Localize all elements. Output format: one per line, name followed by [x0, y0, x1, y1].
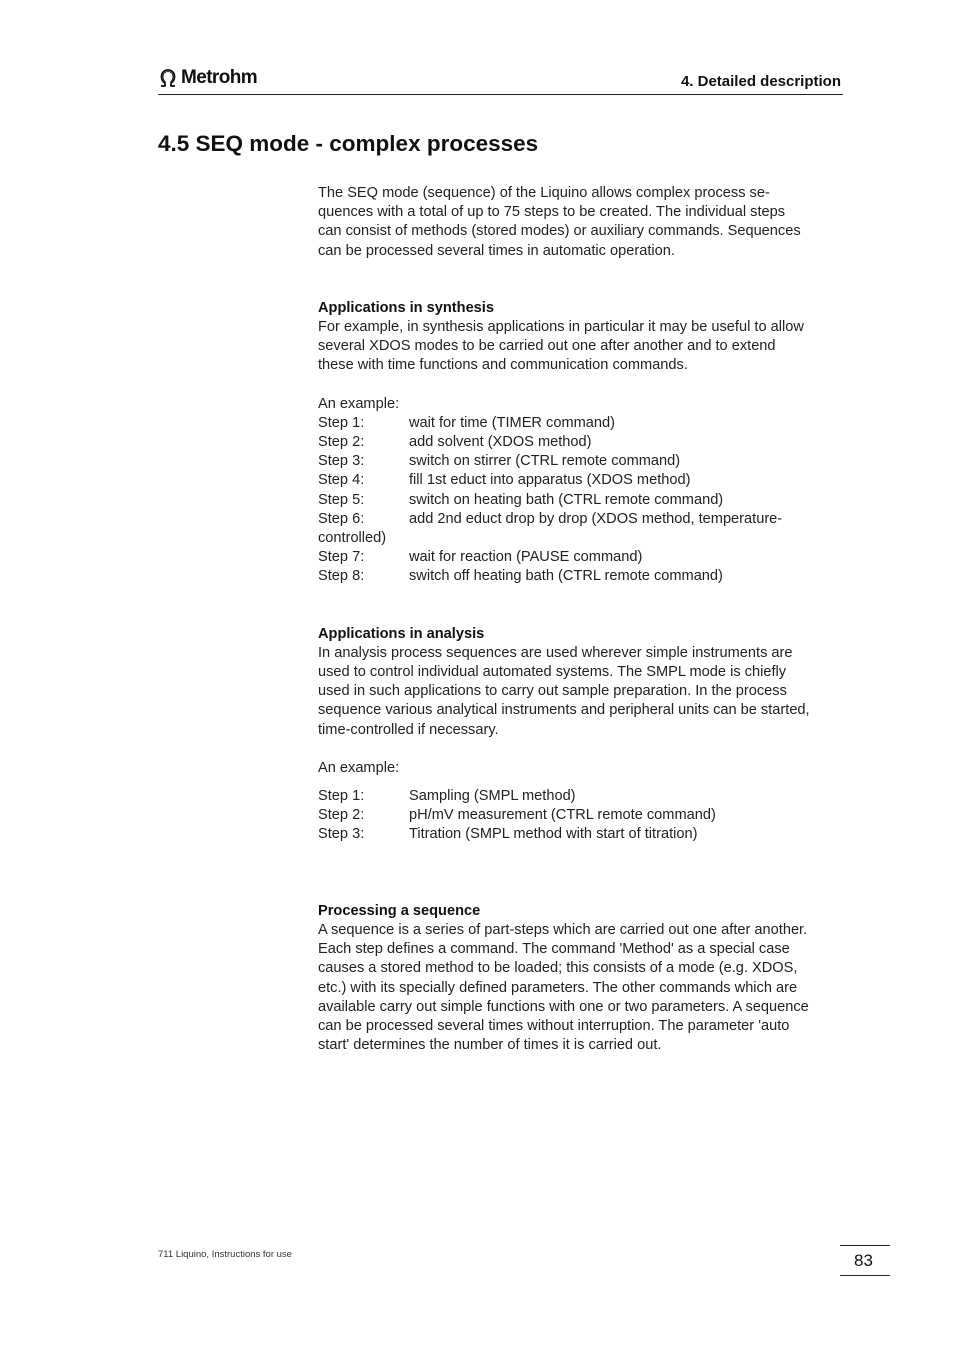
step-item: [318, 548, 843, 567]
step-description: add solvent (XDOS method): [409, 434, 592, 451]
step-label: Step 5:: [318, 491, 365, 508]
page-number: 83: [854, 1251, 873, 1270]
analysis-section: [318, 625, 843, 845]
step-label: Step 3:: [318, 826, 365, 843]
synthesis-heading: Applications in synthesis: [318, 299, 494, 316]
processing-paragraph: [318, 921, 843, 1055]
text-line: several XDOS modes to be carried out one after another and to extend: [318, 338, 776, 355]
step-item: [318, 414, 843, 433]
page-header: [158, 66, 843, 95]
text-line: causes a stored method to be loaded; this consists of a mode (e.g. XDOS,: [318, 960, 798, 977]
text-line: Each step defines a command. The command 'Method' as a special case: [318, 941, 790, 958]
analysis-example-label: An example:: [318, 759, 400, 776]
text-line: time-controlled if necessary.: [318, 721, 499, 738]
step-description: Titration (SMPL method with start of titration): [409, 826, 698, 843]
step-item: [318, 825, 843, 844]
text-line: these with time functions and communication commands.: [318, 357, 688, 374]
analysis-step-list: [318, 787, 843, 845]
text-line: can be processed several times without interruption. The parameter 'auto: [318, 1017, 790, 1034]
step-label: Step 4:: [318, 472, 365, 489]
step-label: Step 2:: [318, 434, 365, 451]
step-description: pH/mV measurement (CTRL remote command): [409, 807, 716, 824]
omega-icon: [158, 68, 178, 88]
text-line: In analysis process sequences are used wherever simple instruments are: [318, 644, 793, 661]
text-line: sequence various analytical instruments and peripheral units can be started,: [318, 702, 810, 719]
step-item: [318, 567, 843, 586]
step-label: Step 7:: [318, 549, 365, 566]
text-line: start' determines the number of times it is carried out.: [318, 1037, 662, 1054]
document-body: [318, 184, 843, 1055]
step-item: [318, 452, 843, 471]
text-line: can consist of methods (stored modes) or auxiliary commands. Sequences: [318, 223, 801, 240]
synthesis-example-label: An example:: [318, 395, 400, 412]
step-item: [318, 510, 843, 529]
step-item: [318, 787, 843, 806]
analysis-heading: Applications in analysis: [318, 625, 485, 642]
text-line: A sequence is a series of part-steps which are carried out one after another.: [318, 921, 808, 938]
step-label: Step 2:: [318, 807, 365, 824]
step-description-continuation: controlled): [318, 530, 387, 547]
step-item: [318, 806, 843, 825]
header-section-title: 4. Detailed description: [680, 73, 841, 90]
synthesis-step-list: [318, 414, 843, 587]
step-description: wait for time (TIMER command): [409, 414, 615, 431]
synthesis-paragraph: [318, 318, 843, 376]
metrohm-logo: [158, 66, 257, 90]
step-label: Step 8:: [318, 568, 365, 585]
intro-paragraph: [318, 184, 843, 261]
text-line: can be processed several times in automatic operation.: [318, 242, 675, 259]
footer-document-name: 711 Liquino, Instructions for use: [158, 1249, 292, 1260]
step-description: switch on stirrer (CTRL remote command): [409, 453, 681, 470]
step-item: [318, 491, 843, 510]
step-description: Sampling (SMPL method): [409, 788, 576, 805]
text-line: The SEQ mode (sequence) of the Liquino allows complex process se-: [318, 185, 770, 201]
step-description: fill 1st educt into apparatus (XDOS method): [409, 472, 691, 489]
text-line: used to control individual automated systems. The SMPL mode is chiefly: [318, 664, 787, 681]
step-label: Step 1:: [318, 788, 365, 805]
analysis-paragraph: [318, 644, 843, 740]
text-line: available carry out simple functions with one or two parameters. A sequence: [318, 998, 809, 1015]
logo-text: Metrohm: [181, 67, 258, 88]
step-description: switch on heating bath (CTRL remote command): [409, 491, 724, 508]
text-line: For example, in synthesis applications in particular it may be useful to allow: [318, 319, 804, 336]
page-number-box: [840, 1245, 890, 1276]
processing-section: [318, 902, 843, 1056]
step-item: [318, 433, 843, 452]
synthesis-section: [318, 299, 843, 587]
text-line: quences with a total of up to 75 steps to be created. The individual steps: [318, 204, 786, 221]
step-label: Step 3:: [318, 453, 365, 470]
step-description: switch off heating bath (CTRL remote command): [409, 568, 723, 585]
step-description: add 2nd educt drop by drop (XDOS method, temperature-: [409, 510, 783, 527]
step-item: [318, 471, 843, 490]
step-label: Step 1:: [318, 414, 365, 431]
step-description: wait for reaction (PAUSE command): [409, 549, 643, 566]
step-label: Step 6:: [318, 510, 365, 527]
page-title: 4.5 SEQ mode - complex processes: [158, 131, 539, 156]
processing-heading: Processing a sequence: [318, 902, 481, 919]
text-line: used in such applications to carry out sample preparation. In the process: [318, 683, 787, 700]
text-line: etc.) with its specially defined parameters. The other commands which are: [318, 979, 798, 996]
